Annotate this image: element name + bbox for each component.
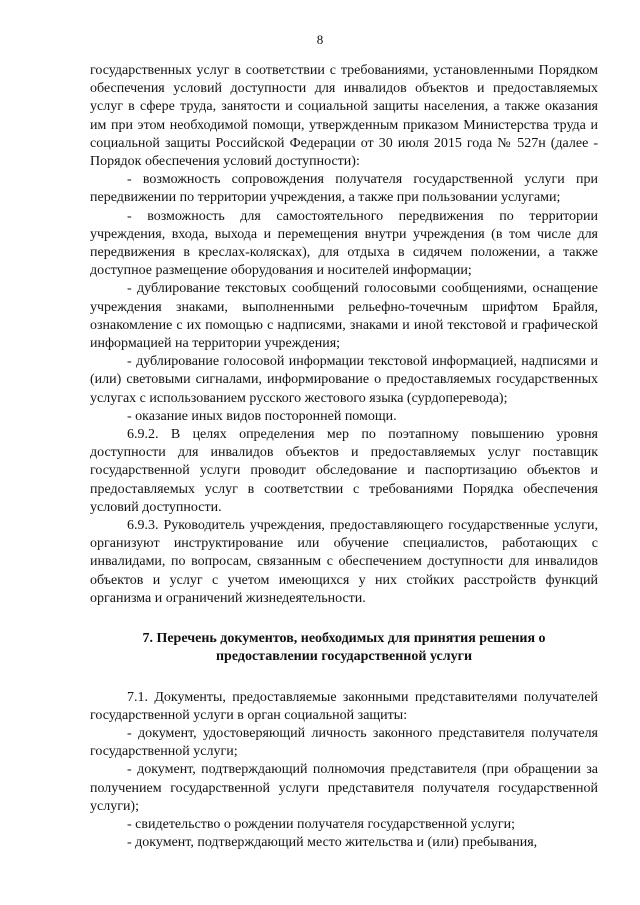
list-item-authority-document: - документ, подтверждающий полномочия представителя (при обращении за получением государственной услуги представителя получателя государственной услуги); [90, 762, 598, 814]
document-body [90, 62, 598, 852]
list-item-sign-language: - дублирование голосовой информации текстовой информацией, надписями и (или) световыми сигналами, информирование о предоставляемых государственных услугах с использованием русского жестового языка (сурдоперевода); [90, 354, 598, 406]
list-item-identity-document: - документ, удостоверяющий личность законного представителя получателя государственной услуги; [90, 725, 598, 760]
paragraph-6-9-3: 6.9.3. Руководитель учреждения, предоставляющего государственные услуги, организуют инструктирование или обучение специалистов, работающих с инвалидами, по вопросам, связанным с обеспечением доступности для инвалидов объектов и услуг с учетом имеющихся у них стойких расстройств функций организма и ограничений жизнедеятельности. [90, 518, 598, 606]
list-item-self-movement: - возможность для самостоятельного передвижения по территории учреждения, входа, выхода и перемещения внутри учреждения (в том числе для передвижения в креслах-колясках), для отдыха в сидячем положении, а также доступное размещение оборудования и носителей информации; [90, 208, 598, 279]
list-item-braille: - дублирование текстовых сообщений голосовыми сообщениями, оснащение учреждения знаками, выполненными рельефно-точечным шрифтом Брайля, ознакомление с их помощью с надписями, знаками и иной текстовой и графической информацией на территории учреждения; [90, 281, 598, 352]
paragraph-continuation: государственных услуг в соответствии с требованиями, установленными Порядком обеспечения условий доступности для инвалидов объектов и предоставляемых услуг в сфере труда, занятости и социальной защиты населения, а также оказания им при этом необходимой помощи, утвержденным приказом Министерства труда и социальной защиты Российской Федерации от 30 июля 2015 года № 527н (далее - Порядок обеспечения условий доступности): [90, 63, 598, 170]
section-heading-line2: предоставлении государственной услуги [215, 649, 473, 665]
section-heading-line1: 7. Перечень документов, необходимых для принятия решения о [142, 631, 546, 647]
paragraph-6-9-2: 6.9.2. В целях определения мер по поэтапному повышению уровня доступности для инвалидов объектов и предоставляемых услуг поставщик государственной услуги проводит обследование и паспортизацию объектов и предоставляемых услуг в соответствии с требованиями Порядка обеспечения условий доступности. [90, 427, 598, 515]
list-item-residence-document: - документ, подтверждающий место жительства и (или) пребывания, [127, 835, 538, 851]
section-heading [90, 630, 598, 666]
list-item-other-help: - оказание иных видов посторонней помощи. [127, 408, 397, 424]
list-item-birth-certificate: - свидетельство о рождении получателя государственной услуги; [127, 816, 516, 832]
page-number: 8 [316, 32, 324, 47]
list-item-escort: - возможность сопровождения получателя государственной услуги при передвижении по территории учреждения, а также при пользовании услугами; [90, 172, 598, 206]
paragraph-7-1: 7.1. Документы, предоставляемые законными представителями получателей государственной услуги в орган социальной защиты: [90, 689, 598, 723]
